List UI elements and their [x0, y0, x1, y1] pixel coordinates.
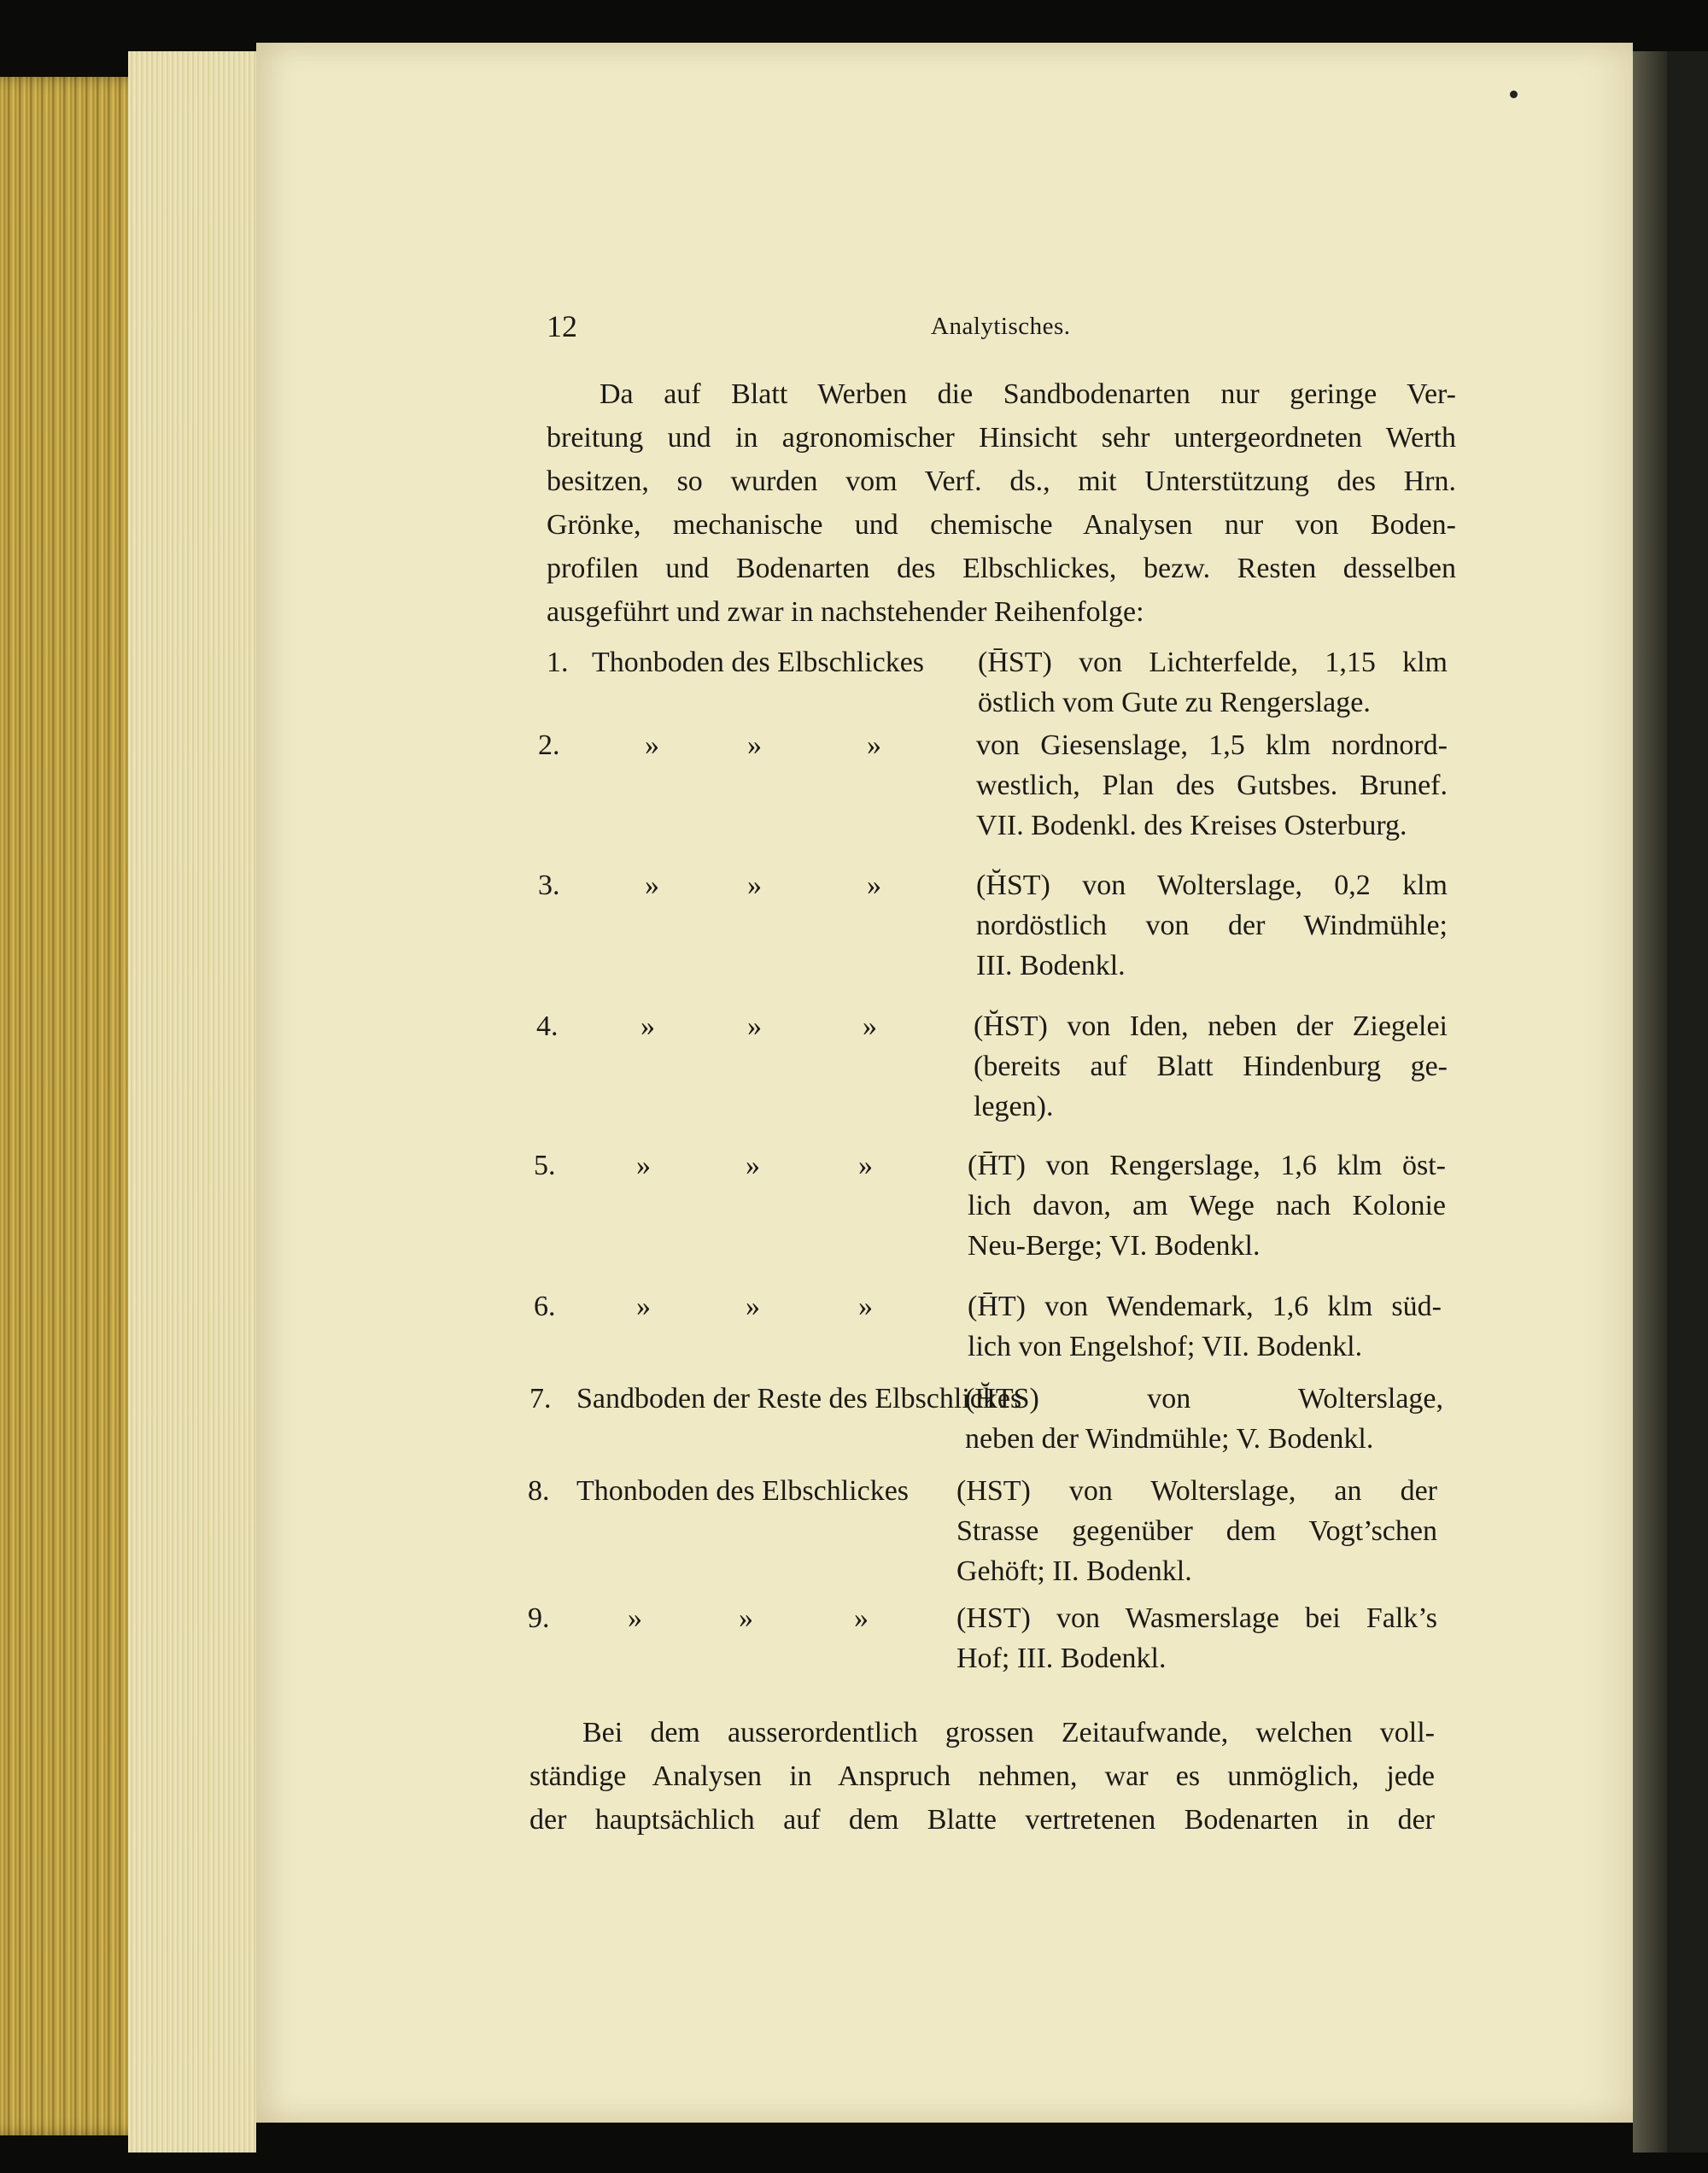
- paragraph-line: Da auf Blatt Werben die Sandbodenarten nur geringe Ver-: [600, 378, 1456, 410]
- ditto-mark: »: [645, 729, 659, 761]
- item-label: Thonboden des Elbschlickes: [576, 1475, 910, 1507]
- item-description: [976, 725, 1448, 846]
- ditto-mark: »: [746, 1291, 760, 1322]
- item-description: [965, 1379, 1443, 1459]
- description-line: VII. Bodenkl. des Kreises Osterburg.: [976, 810, 1407, 841]
- ditto-mark: »: [858, 1291, 873, 1322]
- description-line: westlich, Plan des Gutsbes. Brunef.: [976, 770, 1448, 801]
- description-line: östlich vom Gute zu Rengerslage.: [978, 687, 1371, 718]
- description-line: (HST) von Wasmerslage bei Falk’s: [956, 1602, 1437, 1634]
- intro-paragraph: [547, 372, 1456, 634]
- description-line: von Giesenslage, 1,5 klm nordnord-: [976, 729, 1448, 761]
- item-description: [968, 1286, 1442, 1367]
- ditto-mark: »: [867, 870, 881, 901]
- ditto-mark: »: [739, 1602, 753, 1634]
- paragraph-line: Bei dem ausserordentlich grossen Zeitaufwande, welchen voll-: [582, 1717, 1435, 1748]
- item-label: Sandboden der Reste des Elbschlickes: [576, 1383, 1022, 1414]
- item-description: [974, 1006, 1448, 1127]
- item-label: Thonboden des Elbschlickes: [592, 647, 925, 678]
- paragraph-line: besitzen, so wurden vom Verf. ds., mit Unterstützung des Hrn.: [547, 466, 1456, 497]
- description-line: Gehöft; II. Bodenkl.: [956, 1555, 1192, 1587]
- item-number: 1.: [547, 647, 569, 678]
- description-line: lich von Engelshof; VII. Bodenkl.: [968, 1331, 1363, 1362]
- paragraph-line: ständige Analysen in Anspruch nehmen, war es unmöglich, jede: [529, 1760, 1435, 1792]
- ditto-mark: »: [636, 1150, 651, 1181]
- description-line: III. Bodenkl.: [976, 950, 1126, 981]
- ditto-mark: »: [854, 1602, 869, 1634]
- item-number: 6.: [534, 1291, 556, 1322]
- ditto-mark: »: [747, 870, 762, 901]
- item-description: [956, 1598, 1437, 1678]
- ditto-mark: »: [863, 1010, 877, 1042]
- description-line: Hof; III. Bodenkl.: [956, 1643, 1167, 1674]
- paragraph-line: breitung und in agronomischer Hinsicht sehr untergeordneten Werth: [547, 422, 1456, 454]
- ditto-mark: »: [640, 1010, 655, 1042]
- paragraph-line: Grönke, mechanische und chemische Analysen nur von Boden-: [547, 509, 1456, 541]
- item-number: 2.: [538, 729, 560, 761]
- ditto-mark: »: [645, 870, 659, 901]
- item-number: 5.: [534, 1150, 556, 1181]
- ditto-mark: »: [858, 1150, 873, 1181]
- description-line: (H̆ST) von Iden, neben der Ziegelei: [974, 1010, 1448, 1042]
- description-line: (H̄T) von Rengerslage, 1,6 klm öst-: [968, 1150, 1446, 1181]
- ditto-mark: »: [636, 1291, 651, 1322]
- item-description: [956, 1471, 1437, 1591]
- description-line: neben der Windmühle; V. Bodenkl.: [965, 1423, 1374, 1455]
- item-number: 7.: [529, 1383, 552, 1414]
- description-line: Neu-Berge; VI. Bodenkl.: [968, 1230, 1261, 1262]
- description-line: (H̆TS) von Wolterslage,: [965, 1383, 1443, 1414]
- description-line: lich davon, am Wege nach Kolonie: [968, 1190, 1446, 1221]
- description-line: (H̄ST) von Lichterfelde, 1,15 klm: [978, 647, 1448, 678]
- closing-paragraph: [529, 1711, 1435, 1842]
- description-line: (H̆ST) von Wolterslage, 0,2 klm: [976, 870, 1448, 901]
- item-number: 9.: [528, 1602, 550, 1634]
- paragraph-line: ausgeführt und zwar in nachstehender Reihenfolge:: [547, 596, 1144, 628]
- item-number: 3.: [538, 870, 560, 901]
- description-line: (bereits auf Blatt Hindenburg ge-: [974, 1051, 1448, 1082]
- item-number: 8.: [528, 1475, 550, 1507]
- ditto-mark: »: [867, 729, 881, 761]
- paragraph-line: profilen und Bodenarten des Elbschlickes, bezw. Resten desselben: [547, 553, 1456, 584]
- running-head: Analytisches.: [931, 313, 1071, 340]
- description-line: (HST) von Wolterslage, an der: [956, 1475, 1437, 1507]
- ditto-mark: »: [747, 729, 762, 761]
- description-line: nordöstlich von der Windmühle;: [976, 910, 1448, 941]
- page-number: 12: [547, 309, 577, 343]
- ditto-mark: »: [628, 1602, 642, 1634]
- description-line: Strasse gegenüber dem Vogt’schen: [956, 1515, 1437, 1547]
- paragraph-line: der hauptsächlich auf dem Blatte vertretenen Bodenarten in der: [529, 1804, 1435, 1836]
- item-description: [978, 642, 1448, 723]
- description-line: legen).: [974, 1091, 1054, 1122]
- item-number: 4.: [536, 1010, 559, 1042]
- ditto-mark: »: [747, 1010, 762, 1042]
- item-description: [976, 865, 1448, 986]
- description-line: (H̄T) von Wendemark, 1,6 klm süd-: [968, 1291, 1442, 1322]
- ditto-mark: »: [746, 1150, 760, 1181]
- item-description: [968, 1145, 1446, 1266]
